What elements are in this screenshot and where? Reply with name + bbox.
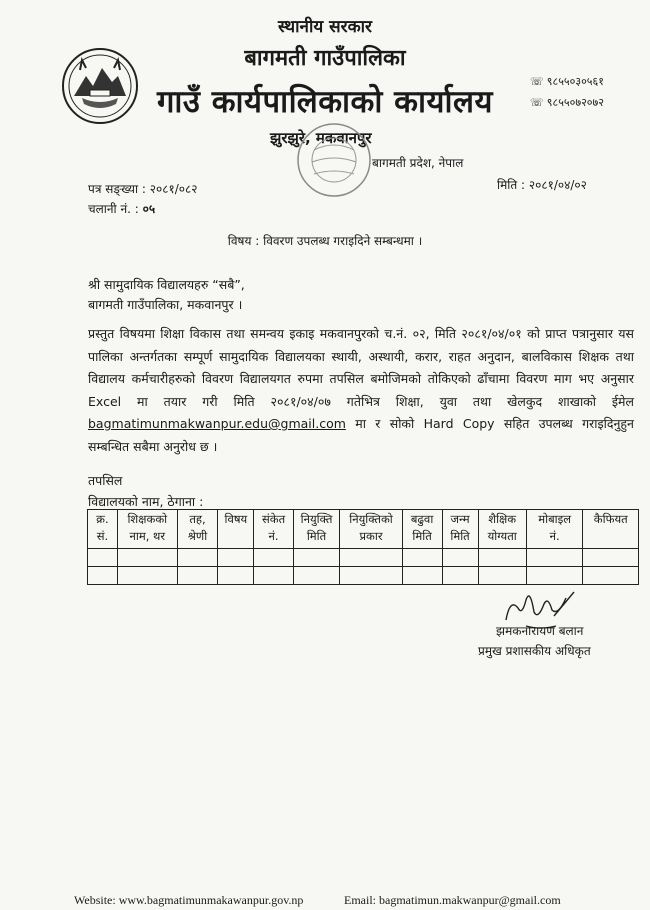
table-body xyxy=(88,549,639,585)
table-header-line: जन्म xyxy=(450,512,470,526)
municipality-heading: बागमती गाउँपालिका xyxy=(244,46,406,71)
table-header-line: विषय xyxy=(224,512,248,526)
table-header-line: मिति xyxy=(306,529,327,543)
table-header-cell xyxy=(402,510,442,549)
subject-line: विषय : विवरण उपलब्ध गराइदिने सम्बन्धमा । xyxy=(227,234,423,248)
table-header-cell xyxy=(526,510,583,549)
signatory-name: झमकनारायण बलान xyxy=(496,624,584,638)
table-header-row xyxy=(88,510,639,549)
table-header-line: नाम, थर xyxy=(129,529,166,543)
patra-value: २०८१/०८२ xyxy=(149,182,198,196)
table-cell xyxy=(218,567,254,585)
table-header-cell xyxy=(254,510,293,549)
table-header-line: मोबाइल xyxy=(538,512,572,526)
table-cell xyxy=(340,549,402,567)
phone-number-1 xyxy=(530,74,604,89)
office-address: झुरझुरे, मकवानपुर xyxy=(270,129,372,147)
letter-date xyxy=(497,176,587,193)
table-header-line: शिक्षकको xyxy=(127,512,168,526)
table-cell xyxy=(177,567,218,585)
table-header-line: बढुवा xyxy=(410,512,434,526)
table-header-line: क्र. xyxy=(96,512,109,526)
table-header-cell xyxy=(293,510,340,549)
table-cell xyxy=(583,549,639,567)
table-header-line: नियुक्ति xyxy=(300,512,333,526)
body-paragraph xyxy=(88,323,634,458)
body-text-part-2: मा र सोको Hard Copy सहित उपलब्ध गराइदिनुहुन सम्बन्धित सबैमा अनुरोध छ । xyxy=(88,416,634,454)
table-header-cell xyxy=(88,510,118,549)
table-header-line: प्रकार xyxy=(359,529,383,543)
recipient-line-2: बागमती गाउँपालिका, मकवानपुर । xyxy=(88,297,243,312)
body-text-part-1: प्रस्तुत विषयमा शिक्षा विकास तथा समन्वय इकाइ मकवानपुरको च.नं. ०२, मिति २०८१/०४/०१ को प्राप्त पत्रानुसार यस पालिका अन्तर्गतका सम्पूर्ण सामुदायिक विद्यालयका स्थायी, अस्थायी, करार, राहत अनुदान, बालविकास शिक्षक तथा विद्यालय कर्मचारीहरुको विवरण विद्यालयगत रुपमा तपसिल बमोजिमको तोकिएको ढाँचामा विवरण माग भए अनुसार Excel मा तयार गरी मिति २०८१/०४/०७ गतेभित्र शिक्षा, युवा तथा खेलकुद शाखाको ईमेल xyxy=(88,326,634,409)
table-header-line: नं. xyxy=(268,529,279,543)
table-header-line: नं. xyxy=(549,529,560,543)
table-cell xyxy=(340,567,402,585)
phone-number-1-text: ९८५५०३०५६१ xyxy=(546,75,604,88)
table-cell xyxy=(583,567,639,585)
date-value: २०८१/०४/०२ xyxy=(528,178,587,192)
chalani-number xyxy=(88,200,155,217)
body-email-link[interactable]: bagmatimunmakwanpur.edu@gmail.com xyxy=(88,416,346,431)
table-cell xyxy=(402,549,442,567)
table-row xyxy=(88,549,639,567)
local-government-heading: स्थानीय सरकार xyxy=(277,17,372,37)
table-header-line: नियुक्तिको xyxy=(349,512,393,526)
footer-email[interactable]: Email: bagmatimun.makwanpur@gmail.com xyxy=(344,893,561,907)
table-cell xyxy=(254,567,293,585)
table-cell xyxy=(88,549,118,567)
tapasil-label: तपसिल xyxy=(88,473,123,488)
table-header-cell xyxy=(583,510,639,549)
table-cell xyxy=(442,567,478,585)
table-header-line: श्रेणी xyxy=(187,529,208,543)
table-header-line: संकेत xyxy=(261,512,286,526)
phone-number-2 xyxy=(530,95,604,110)
table-cell xyxy=(293,567,340,585)
table-cell xyxy=(88,567,118,585)
footer-website[interactable]: Website: www.bagmatimunmakawanpur.gov.np xyxy=(74,893,304,907)
chalani-label: चलानी नं. : xyxy=(88,202,143,216)
table-cell xyxy=(402,567,442,585)
table-cell xyxy=(293,549,340,567)
table-header-line: तह, xyxy=(189,512,206,526)
table-header-cell xyxy=(442,510,478,549)
table-row xyxy=(88,567,639,585)
table-header-cell xyxy=(218,510,254,549)
table-cell xyxy=(442,549,478,567)
table-cell xyxy=(478,549,526,567)
table-cell xyxy=(478,567,526,585)
staff-details-table xyxy=(87,509,639,585)
phone-number-2-text: ९८५५०७२०७२ xyxy=(546,96,604,109)
table-header-line: शैक्षिक xyxy=(488,512,517,526)
table-cell xyxy=(526,549,583,567)
table-header-line: मिति xyxy=(412,529,432,543)
patra-label: पत्र सङ्ख्या : xyxy=(88,182,150,196)
signatory-title: प्रमुख प्रशासकीय अधिकृत xyxy=(478,644,591,658)
telephone-icon: ☏ xyxy=(530,75,544,88)
school-name-label: विद्यालयको नाम, ठेगाना : xyxy=(88,494,204,509)
telephone-icon: ☏ xyxy=(530,96,544,109)
date-label: मिति : xyxy=(497,178,529,192)
table-cell xyxy=(117,567,177,585)
office-heading: गाउँ कार्यपालिकाको कार्यालय xyxy=(156,84,494,120)
recipient-line-1: श्री सामुदायिक विद्यालयहरु “सबै”, xyxy=(88,277,245,292)
office-stamp-icon xyxy=(294,120,374,200)
chalani-value: ०५ xyxy=(142,202,156,216)
table-header-cell xyxy=(177,510,218,549)
table-header-line: कैफियत xyxy=(593,512,628,526)
table-header-line: योग्यता xyxy=(487,529,517,543)
table-header-line: सं. xyxy=(96,529,109,543)
table-cell xyxy=(526,567,583,585)
table-cell xyxy=(117,549,177,567)
province-text: बागमती प्रदेश, नेपाल xyxy=(372,156,464,170)
patra-sankhya xyxy=(88,180,198,197)
table-cell xyxy=(254,549,293,567)
table-cell xyxy=(177,549,218,567)
table-cell xyxy=(218,549,254,567)
table-header-cell xyxy=(478,510,526,549)
table-header-line: मिति xyxy=(450,529,470,543)
table-header-cell xyxy=(117,510,177,549)
table-header-cell xyxy=(340,510,402,549)
